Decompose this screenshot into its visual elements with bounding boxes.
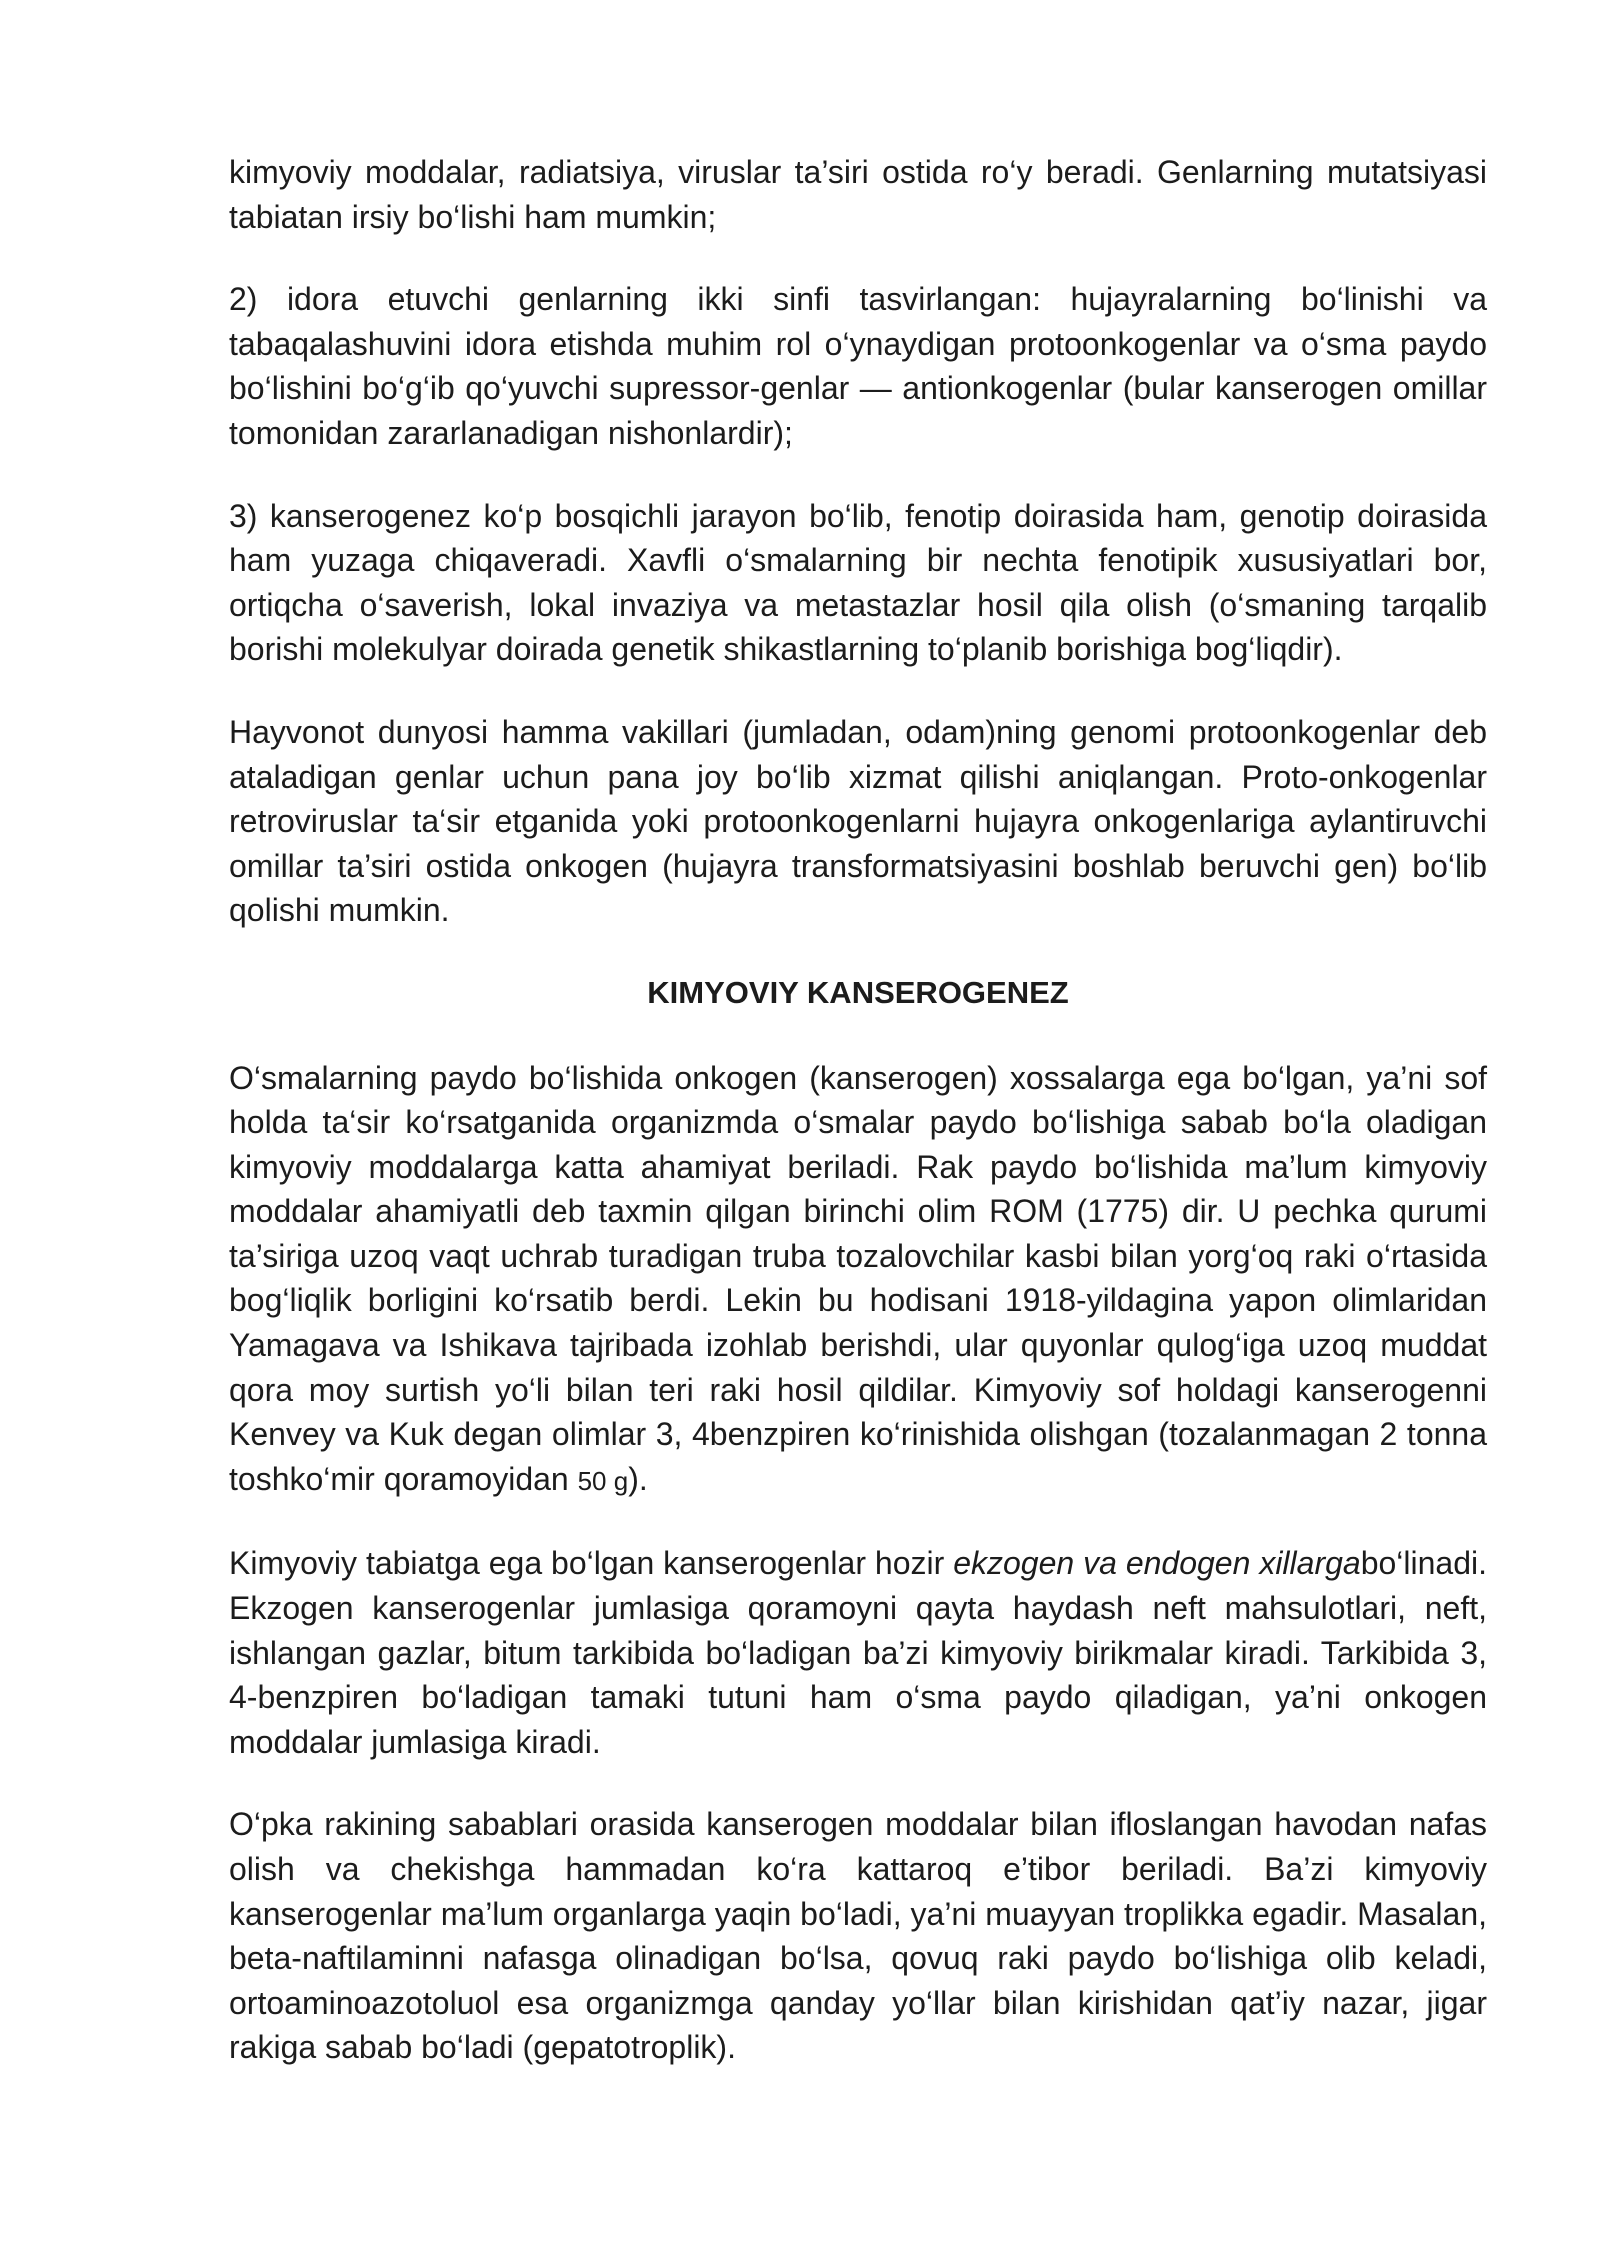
paragraph-5-main: O‘smalarning paydo bo‘lishida onkogen (kanserogen) xossalarga ega bo‘lgan, ya’ni sof holda ta‘sir ko‘rsatganida organizmda o‘smalar paydo bo‘lishiga sabab bo‘la oladigan kimyoviy moddalarga katta ahamiyat beriladi. Rak paydo bo‘lishida ma’lum kimyoviy moddalar ahamiyatli deb taxmin qilgan birinchi olim ROM (1775) dir. U pechka qurumi ta’siriga uzoq vaqt uchrab turadigan truba tozalovchilar kasbi bilan yorg‘oq raki o‘rtasida bog‘liqlik borligini ko‘rsatib berdi. Lekin bu hodisani 1918-yildagina yapon olimlaridan Yamagava va Ishikava tajribada izohlab berishdi, ular quyonlar qulog‘iga uzoq muddat qora moy surtish yo‘li bilan teri raki hosil qildilar. Kimyoviy sof holdagi kanserogenni Kenvey va Kuk degan olimlar 3, 4benzpiren ko‘rinishida olishgan (tozalanmagan 2 tonna toshko‘mir qoramoyidan	[229, 1059, 1487, 1497]
paragraph-3: 3) kanserogenez ko‘p bosqichli jarayon bo‘lib, fenotip doirasida ham, genotip doirasida ham yuzaga chiqaveradi. Xavfli o‘smalarning bir nechta fenotipik xususiyatlari bor, ortiqcha o‘saverish, lokal invaziya va metastazlar hosil qila olish (o‘smaning tarqalib borishi molekulyar doirada genetik shikastlarning to‘planib borishiga bog‘liqdir).	[229, 497, 1487, 668]
document-page	[229, 150, 1487, 2108]
paragraph-2: 2) idora etuvchi genlarning ikki sinfi tasvirlangan: hujayralarning bo‘linishi va tabaqalashuvini idora etishda muhim rol o‘ynaydigan protoonkogenlar va o‘sma paydo bo‘lishini bo‘g‘ib qo‘yuvchi supressor-genlar — antionkogenlar (bular kanserogen omillar tomonidan zararlanadigan nishonlardir);	[229, 281, 1487, 451]
paragraph-5-small: 50 g	[577, 1465, 629, 1496]
paragraph-6-start: Kimyoviy tabiatga ega bo‘lgan kanserogenlar hozir	[229, 1545, 954, 1582]
paragraph-6-rest: bo‘linadi. Ekzogen kanserogenlar jumlasiga qoramoyni qayta haydash neft mahsulotlari, neft, ishlangan gazlar, bitum tarkibida bo‘ladigan ba’zi kimyoviy birikmalar kiradi. Tarkibida 3, 4-benzpiren bo‘ladigan tamaki tutuni ham o‘sma paydo qiladigan, ya’ni onkogen moddalar jumlasiga kiradi.	[229, 1545, 1488, 1760]
section-heading: KIMYOVIY KANSEROGENEZ	[647, 974, 1069, 1010]
paragraph-5-end: ).	[628, 1460, 648, 1497]
paragraph-6	[229, 1541, 1487, 1764]
paragraph-5	[229, 1056, 1487, 1504]
paragraph-7: O‘pka rakining sabablari orasida kanserogen moddalar bilan ifloslangan havodan nafas olish va chekishga hammadan ko‘ra kattaroq e’tibor beriladi. Ba’zi kimyoviy kanserogenlar ma’lum organlarga yaqin bo‘ladi, ya’ni muayyan troplikka egadir. Masalan, beta-naftilaminni nafasga olinadigan bo‘lsa, qovuq raki paydo bo‘lishiga olib keladi, ortoaminoazotoluol esa organizmga qanday yo‘llar bilan kirishidan qat’iy nazar, jigar rakiga sabab bo‘ladi (gepatotroplik).	[229, 1806, 1487, 2066]
paragraph-1: kimyoviy moddalar, radiatsiya, viruslar ta’siri ostida ro‘y beradi. Genlarning mutatsiyasi tabiatan irsiy bo‘lishi ham mumkin;	[229, 154, 1487, 235]
paragraph-4: Hayvonot dunyosi hamma vakillari (jumladan, odam)ning genomi protoonkogenlar deb ataladigan genlar uchun pana joy bo‘lib xizmat qilishi aniqlangan. Proto-onkogenlar retroviruslar ta‘sir etganida yoki protoonkogenlarni hujayra onkogenlariga aylantiruvchi omillar ta’siri ostida onkogen (hujayra transformatsiyasini boshlab beruvchi gen) bo‘lib qolishi mumkin.	[229, 713, 1487, 929]
paragraph-6-italic: ekzogen va endogen xillarga	[953, 1545, 1361, 1582]
